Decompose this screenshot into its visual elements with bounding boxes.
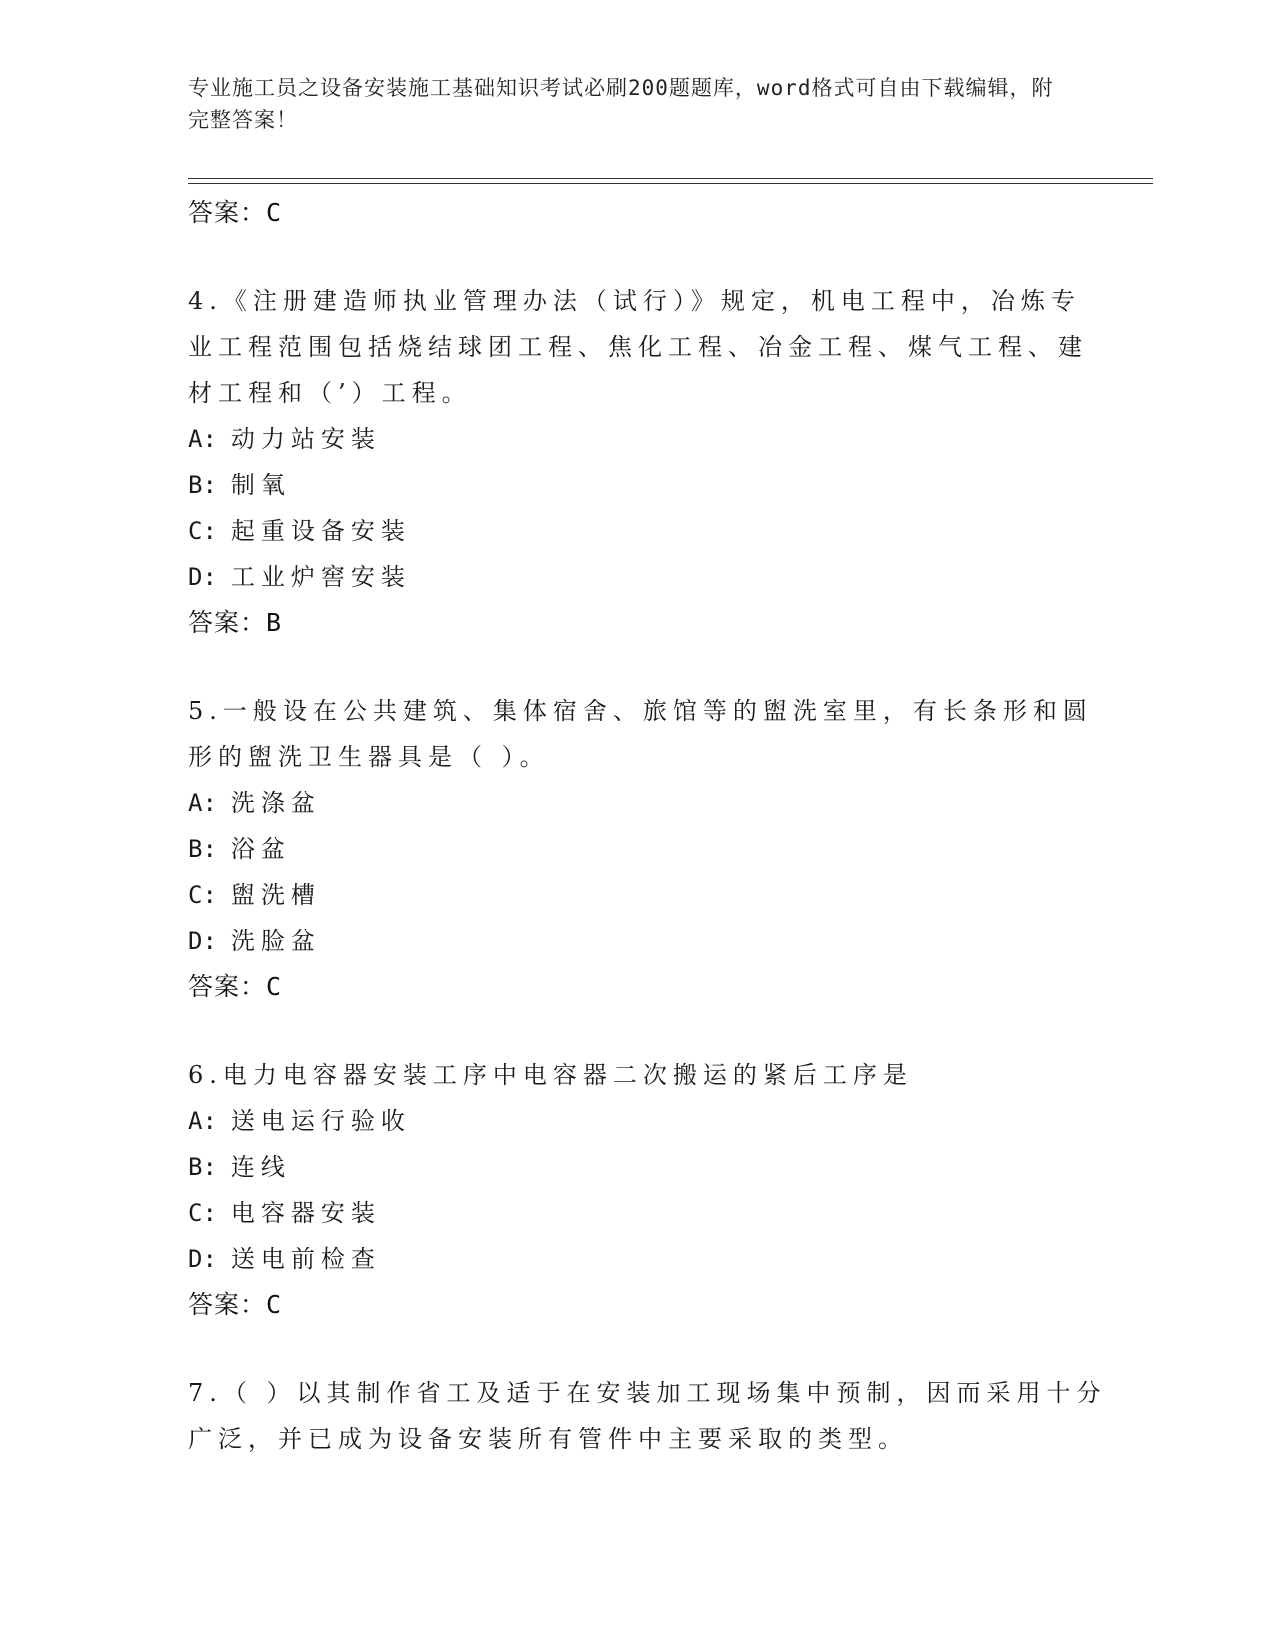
page-header-title: 专业施工员之设备安装施工基础知识考试必刷200题题库，word格式可自由下载编辑，附完整答案！	[188, 76, 1054, 132]
question-block	[188, 688, 1108, 1010]
option-a	[188, 780, 1108, 826]
option-d	[188, 554, 1108, 600]
option-letter: D:	[188, 563, 217, 591]
option-text: 工业炉窖安装	[230, 563, 411, 591]
option-b	[188, 1144, 1108, 1190]
option-text: 洗涤盆	[230, 789, 321, 817]
option-text: 电容器安装	[230, 1199, 381, 1227]
question-text: 电力电容器安装工序中电容器二次搬运的紧后工序是	[222, 1061, 913, 1089]
option-letter: C:	[188, 881, 217, 909]
option-text: 洗脸盆	[230, 927, 321, 955]
option-text: 浴盆	[230, 835, 291, 863]
option-c	[188, 872, 1108, 918]
option-a	[188, 416, 1108, 462]
answer-label: 答案：	[188, 1290, 267, 1319]
question-line	[188, 688, 1108, 734]
question-block	[188, 1052, 1108, 1328]
question-number: 7.	[188, 1379, 223, 1407]
question-line: 形的盥洗卫生器具是（ ）。	[188, 743, 550, 771]
option-b	[188, 826, 1108, 872]
option-letter: C:	[188, 1199, 217, 1227]
option-d	[188, 1236, 1108, 1282]
question-line: 材工程和（’）工程。	[188, 379, 472, 407]
option-d	[188, 918, 1108, 964]
question-line: 业工程范围包括烧结球团工程、焦化工程、冶金工程、煤气工程、建	[188, 333, 1088, 361]
question-line: 广泛，并已成为设备安装所有管件中主要采取的类型。	[188, 1425, 908, 1453]
option-text: 盥洗槽	[230, 881, 321, 909]
option-text: 动力站安装	[230, 425, 381, 453]
option-text: 起重设备安装	[230, 517, 411, 545]
question-list	[188, 190, 1108, 1462]
question-number: 4.	[188, 287, 223, 315]
option-letter: D:	[188, 927, 217, 955]
option-letter: D:	[188, 1245, 217, 1273]
question-number: 5.	[188, 697, 223, 725]
option-text: 连线	[230, 1153, 291, 1181]
question-block	[188, 1370, 1108, 1462]
header-divider-second	[188, 183, 1153, 184]
answer-value: C	[266, 1290, 283, 1319]
answer-value: C	[266, 972, 283, 1001]
answer-line	[188, 964, 1108, 1010]
question-text: 《注册建造师执业管理办法（试行）》规定，机电工程中，冶炼专	[222, 287, 1081, 315]
question-line	[188, 278, 1108, 324]
answer-line	[188, 190, 1108, 236]
option-text: 送电运行验收	[230, 1107, 411, 1135]
option-letter: A:	[188, 1107, 217, 1135]
answer-label: 答案：	[188, 608, 267, 637]
answer-value: B	[266, 608, 283, 637]
answer-line	[188, 600, 1108, 646]
option-letter: A:	[188, 789, 217, 817]
option-letter: B:	[188, 835, 217, 863]
option-c	[188, 1190, 1108, 1236]
answer-label: 答案：	[188, 198, 267, 227]
question-block	[188, 278, 1108, 646]
question-line	[188, 1052, 1108, 1098]
option-letter: B:	[188, 1153, 217, 1181]
answer-label: 答案：	[188, 972, 267, 1001]
option-letter: C:	[188, 517, 217, 545]
header-divider	[188, 178, 1153, 179]
question-text: 一般设在公共建筑、集体宿舍、旅馆等的盥洗室里，有长条形和圆	[222, 697, 1093, 725]
question-number: 6.	[188, 1061, 223, 1089]
option-c	[188, 508, 1108, 554]
option-letter: B:	[188, 471, 217, 499]
option-text: 制氧	[230, 471, 291, 499]
answer-value: C	[266, 198, 283, 227]
option-text: 送电前检查	[230, 1245, 381, 1273]
option-a	[188, 1098, 1108, 1144]
option-b	[188, 462, 1108, 508]
question-text: （ ）以其制作省工及适于在安装加工现场集中预制，因而采用十分	[222, 1379, 1107, 1407]
answer-line	[188, 1282, 1108, 1328]
question-line	[188, 1370, 1108, 1416]
option-letter: A:	[188, 425, 217, 453]
